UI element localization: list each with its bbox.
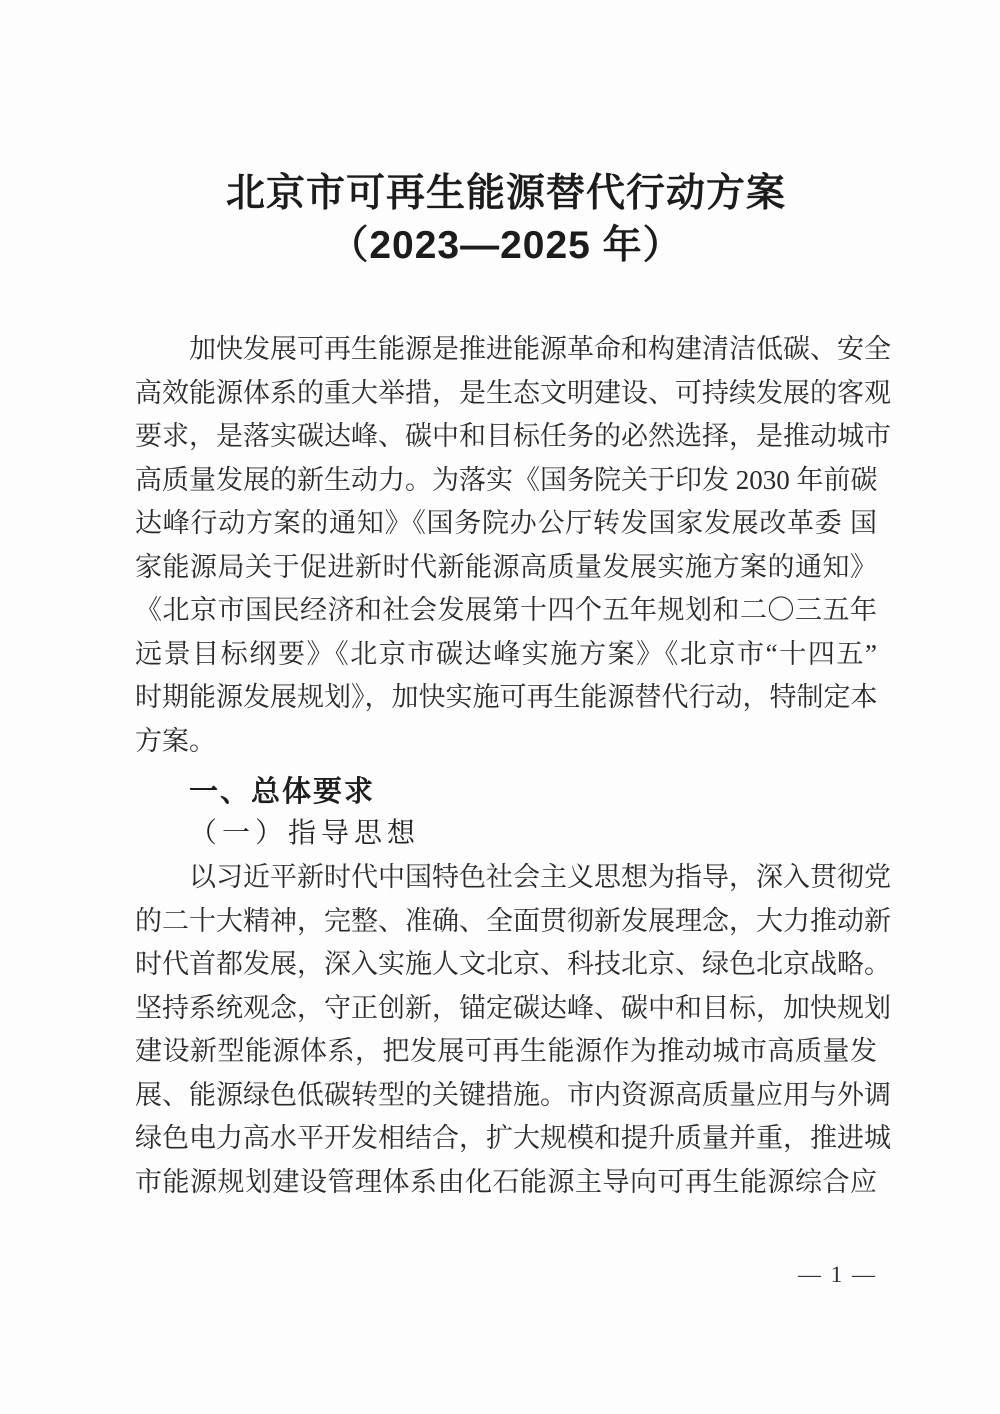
intro-line: 达峰行动方案的通知》《国务院办公厅转发国家发展改革委 国 [135,508,877,538]
intro-paragraph [135,328,891,763]
guiding-line: 的二十大精神，完整、准确、全面贯彻新发展理念，大力推动新 [135,905,891,936]
intro-line: 时期能源发展规划》，加快实施可再生能源替代行动，特制定本 [135,682,878,712]
intro-line: 家能源局关于促进新时代新能源高质量发展实施方案的通知》 [135,551,877,582]
guiding-line: 以习近平新时代中国特色社会主义思想为指导，深入贯彻党 [135,862,891,892]
guiding-line: 市能源规划建设管理体系由化石能源主导向可再生能源综合应 [135,1166,877,1197]
guiding-line: 时代首都发展，深入实施人文北京、科技北京、绿色北京战略。 [135,949,891,979]
guiding-line: 建设新型能源体系，把发展可再生能源作为推动城市高质量发 [135,1036,877,1066]
intro-line: 高质量发展的新生动力。为落实《国务院关于印发 2030 年前碳 [135,464,878,495]
intro-line: 加快发展可再生能源是推进能源革命和构建清洁低碳、安全 [135,334,891,364]
intro-line-last: 方案。 [135,725,216,756]
intro-line: 高效能源体系的重大举措，是生态文明建设、可持续发展的客观 [135,377,891,408]
subsection-heading-guiding-ideology: （一）指导思想 [189,818,421,849]
document-title-year-range: （2023—2025 年） [329,224,683,267]
intro-line: 《北京市国民经济和社会发展第十四个五年规划和二〇三五年 [135,595,877,625]
guiding-line: 坚持系统观念，守正创新，锚定碳达峰、碳中和目标，加快规划 [135,992,891,1023]
intro-line: 要求，是落实碳达峰、碳中和目标任务的必然选择，是推动城市 [135,421,891,451]
page-number: — 1 — [798,1262,877,1287]
document-title-line1: 北京市可再生能源替代行动方案 [225,172,786,215]
intro-line: 远景目标纲要》《北京市碳达峰实施方案》《北京市“十四五” [135,638,877,669]
guiding-line: 绿色电力高水平开发相结合，扩大规模和提升质量并重，推进城 [135,1123,891,1153]
document-title [135,168,877,272]
section-heading-overall-requirements: 一、总体要求 [189,776,376,808]
guiding-ideology-paragraph [135,856,891,1204]
guiding-line: 展、能源绿色低碳转型的关键措施。市内资源高质量应用与外调 [135,1079,891,1110]
